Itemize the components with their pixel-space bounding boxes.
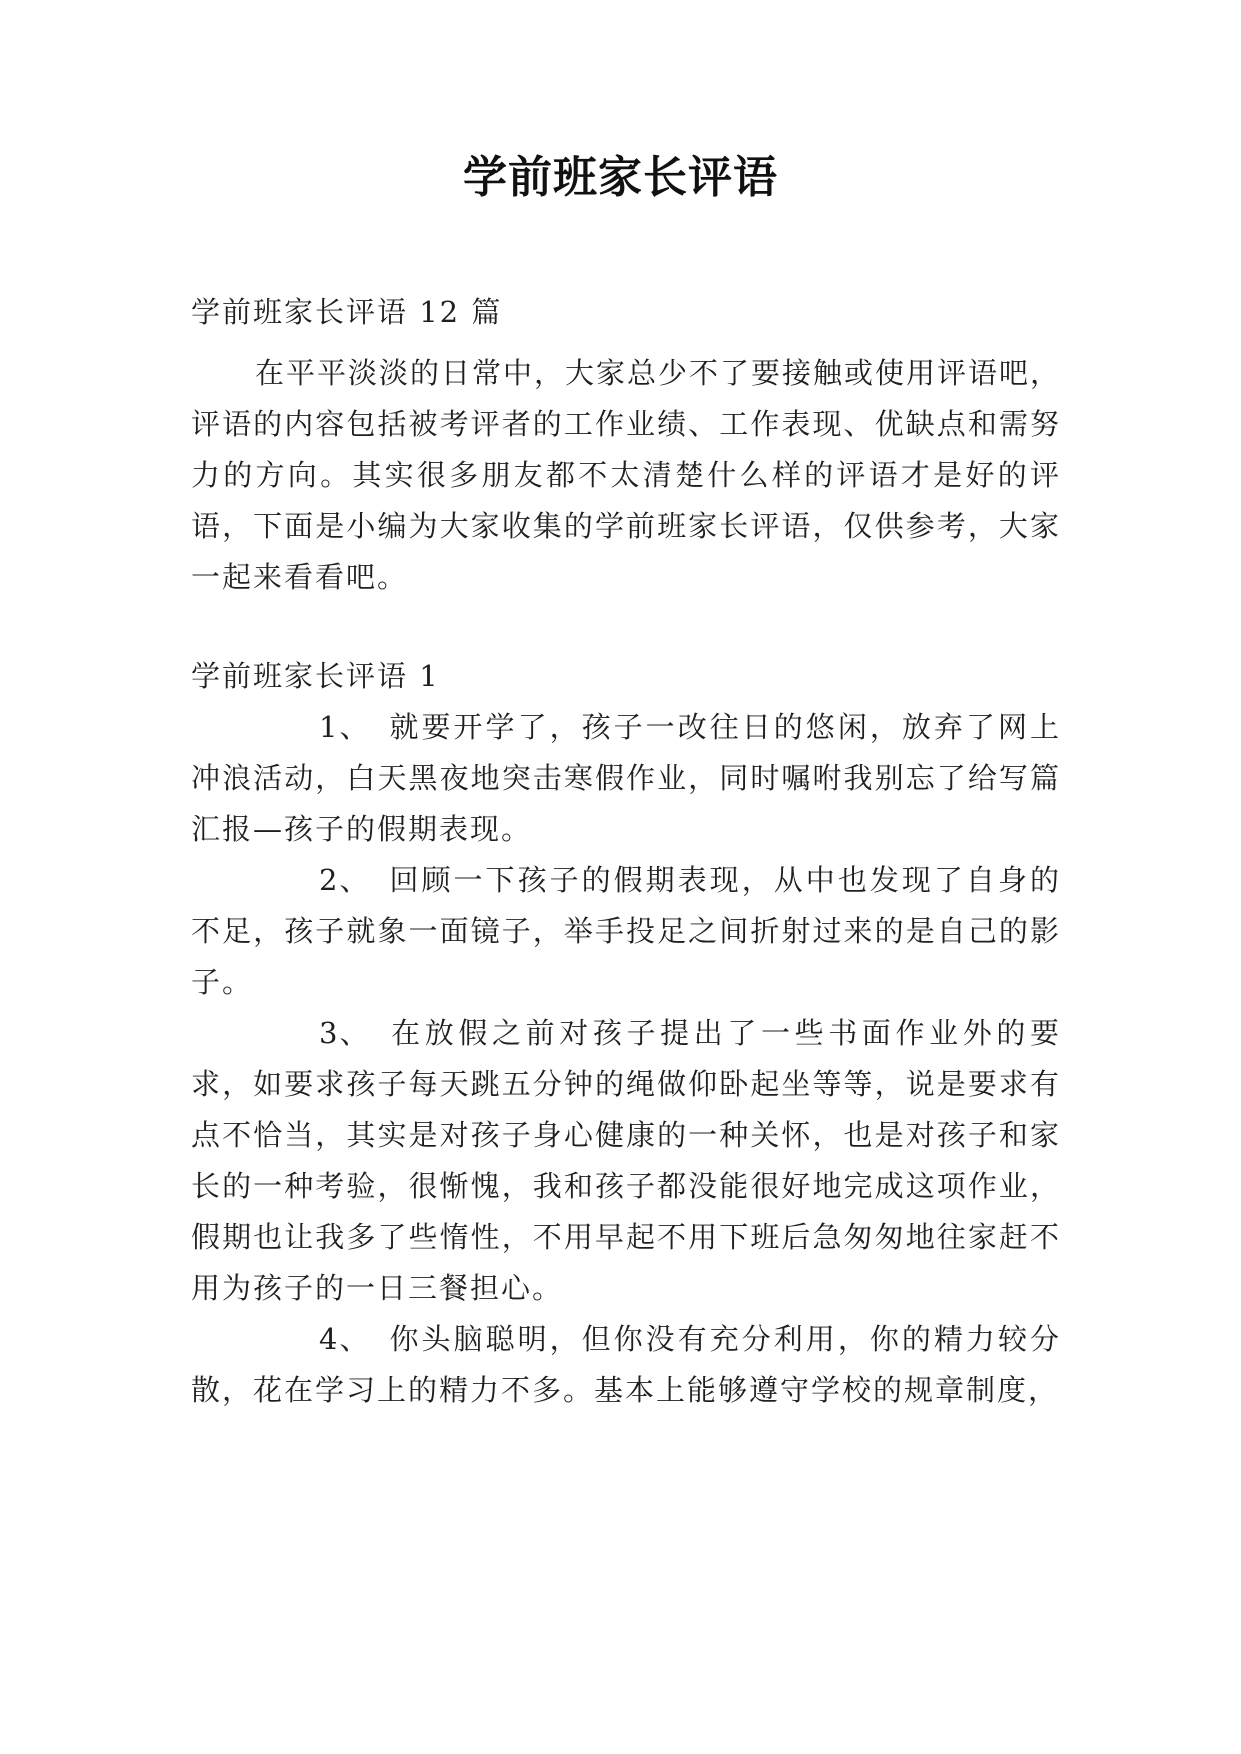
list-item-number: 1、 <box>319 710 371 744</box>
document-body <box>191 287 1061 1416</box>
section-heading: 学前班家长评语 1 <box>191 659 440 693</box>
list-item <box>191 1314 1061 1416</box>
list-item <box>191 855 1061 1008</box>
intro-paragraph: 在平平淡淡的日常中，大家总少不了要接触或使用评语吧，评语的内容包括被考评者的工作业绩、工作表现、优缺点和需努力的方向。其实很多朋友都不太清楚什么样的评语才是好的评语，下面是小编为大家收集的学前班家长评语，仅供参考，大家一起来看看吧。 <box>191 356 1062 594</box>
document-subtitle: 学前班家长评语 12 篇 <box>191 295 503 329</box>
list-item-text: 你头脑聪明，但你没有充分利用，你的精力较分散，花在学习上的精力不多。基本上能够遵守学校的规章制度， <box>191 1322 1061 1407</box>
list-item-number: 4、 <box>319 1322 371 1356</box>
list-item-text: 在放假之前对孩子提出了一些书面作业外的要求，如要求孩子每天跳五分钟的绳做仰卧起坐等等，说是要求有点不恰当，其实是对孩子身心健康的一种关怀，也是对孩子和家长的一种考验，很惭愧，我和孩子都没能很好地完成这项作业，假期也让我多了些惰性，不用早起不用下班后急匆匆地往家赶不用为孩子的一日三餐担心。 <box>191 1016 1061 1305</box>
list-item-number: 3、 <box>319 1016 371 1050</box>
list-item-text: 就要开学了，孩子一改往日的悠闲，放弃了网上冲浪活动，白天黑夜地突击寒假作业，同时嘱咐我别忘了给写篇汇报—孩子的假期表现。 <box>191 710 1061 846</box>
list-item <box>191 702 1061 855</box>
list-item <box>191 1008 1061 1314</box>
document-title: 学前班家长评语 <box>463 152 778 203</box>
list-item-text: 回顾一下孩子的假期表现，从中也发现了自身的不足，孩子就象一面镜子，举手投足之间折射过来的是自己的影子。 <box>191 863 1061 999</box>
list-item-number: 2、 <box>319 863 371 897</box>
